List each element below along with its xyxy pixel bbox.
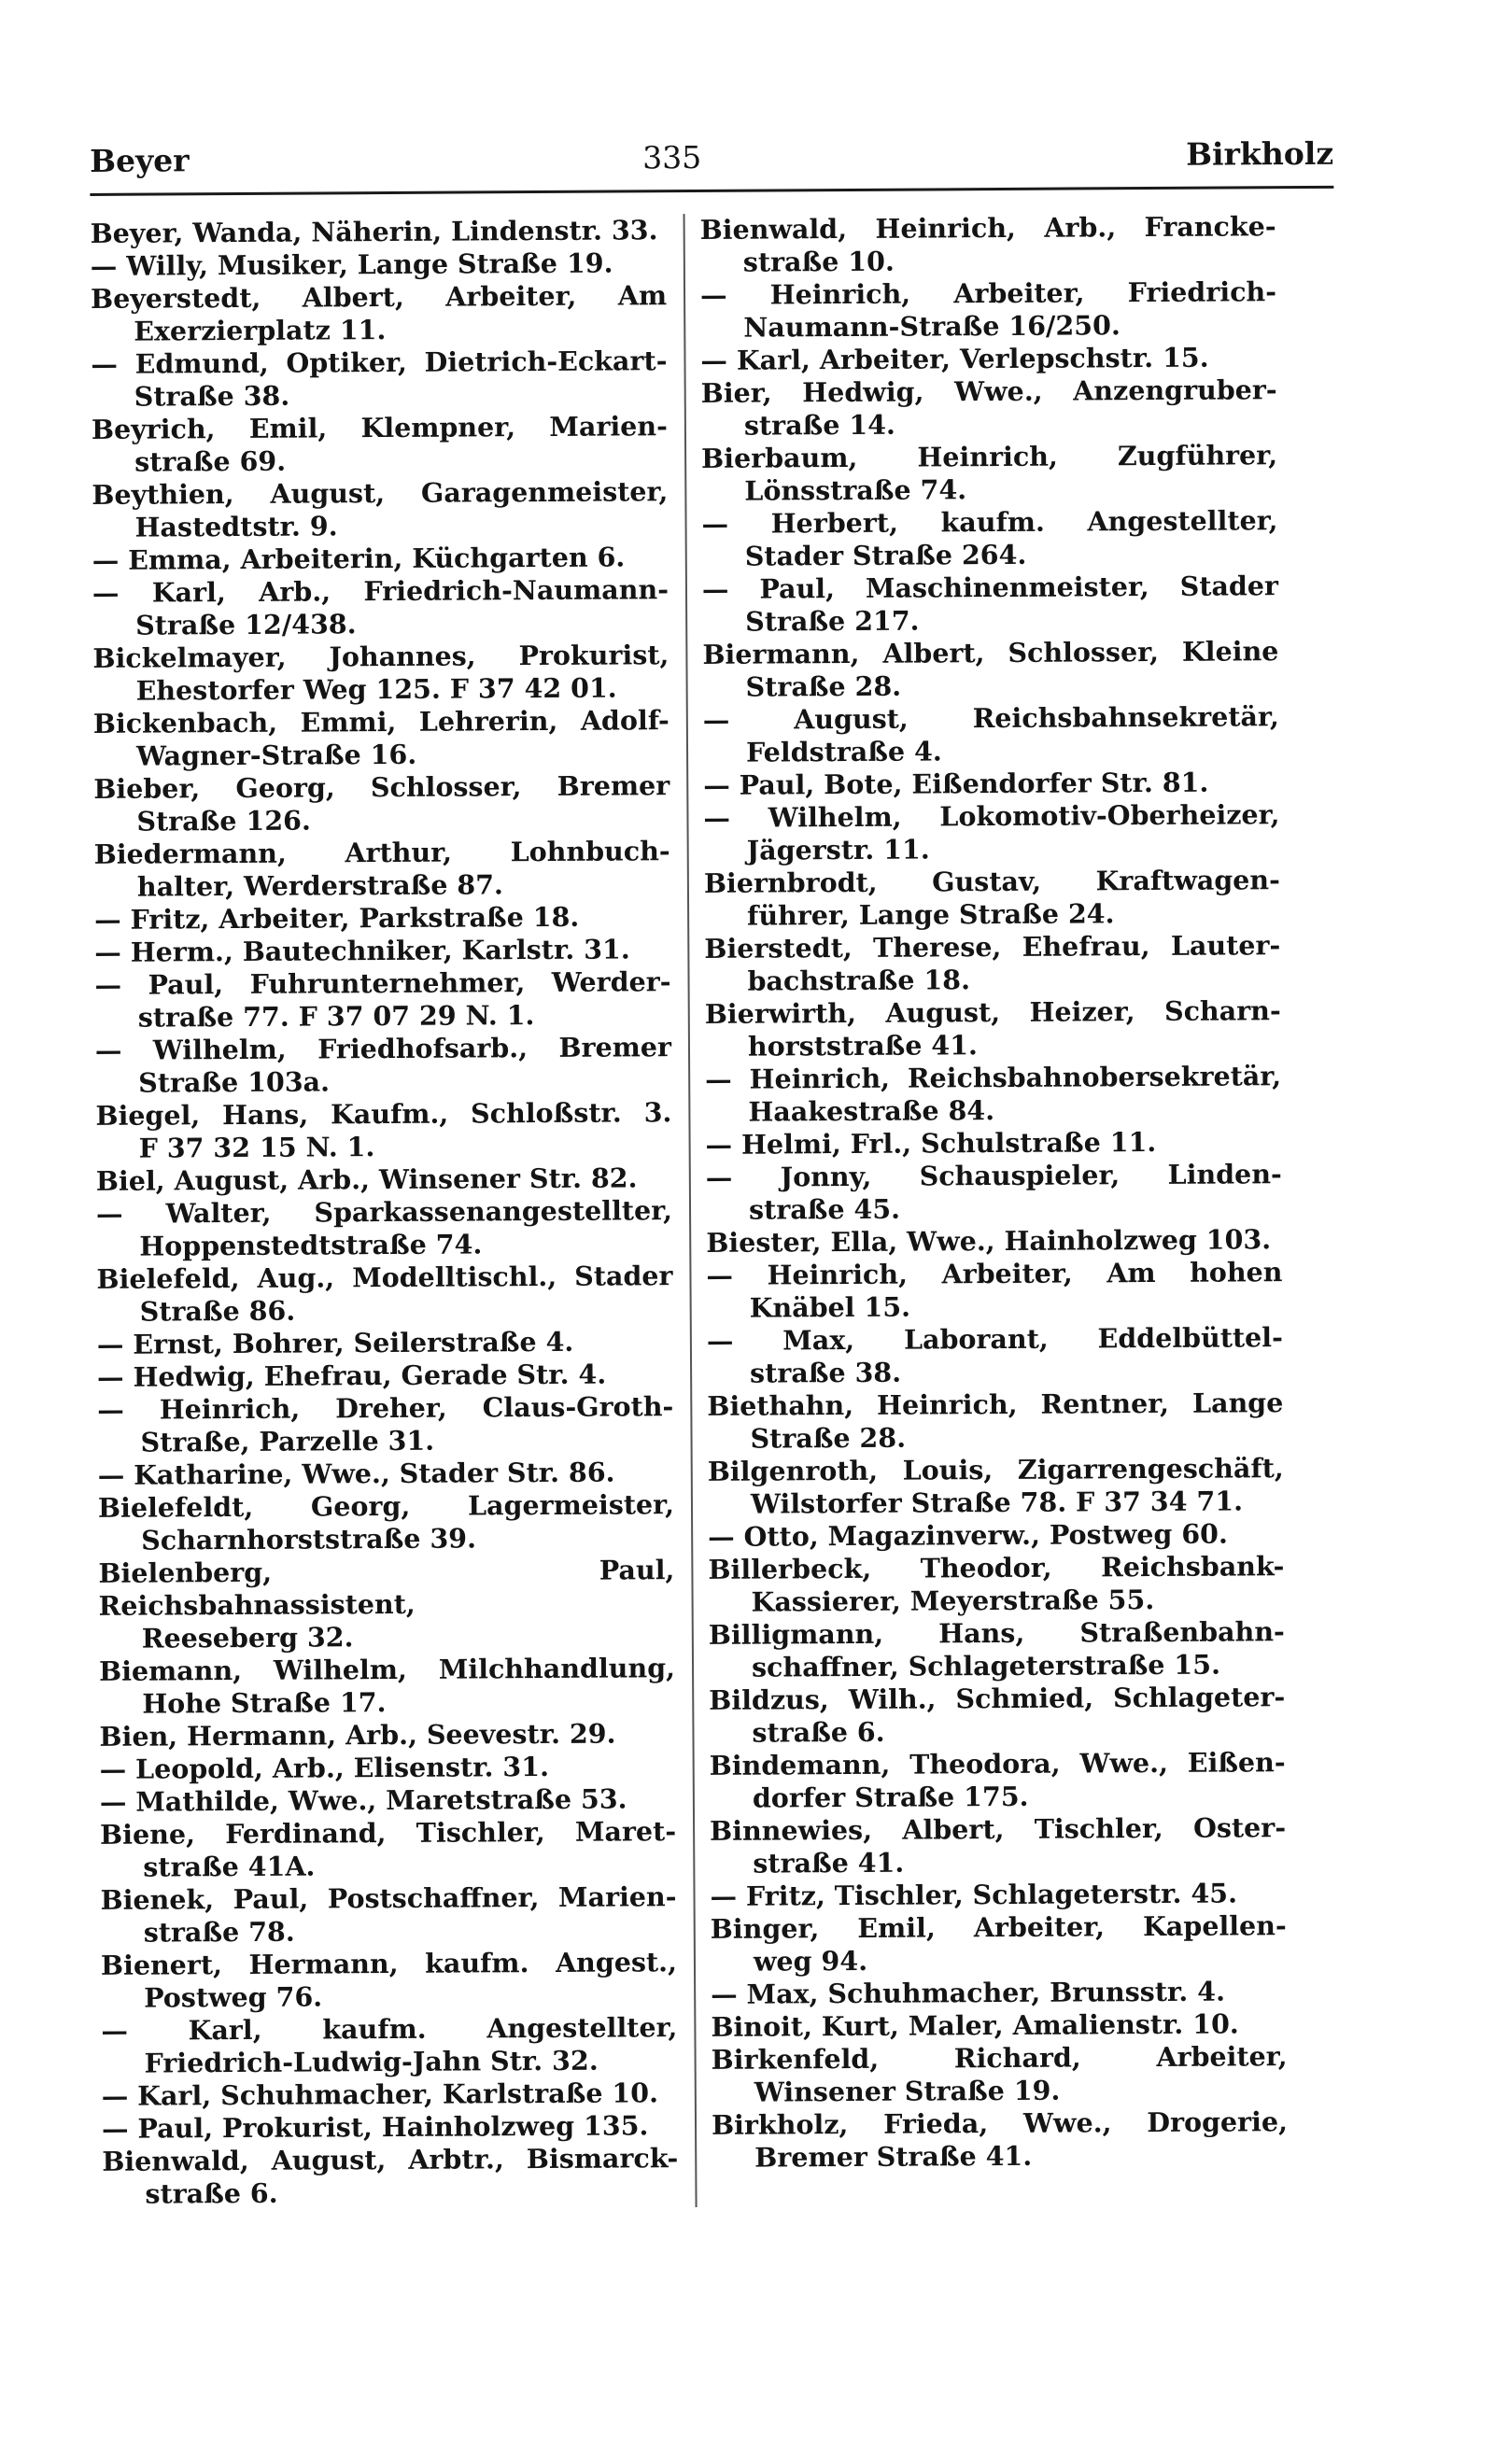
directory-entry: [92, 475, 668, 544]
directory-entry: [95, 1031, 671, 1100]
entry-continuation-line: dorfer Straße 175.: [752, 1780, 1029, 1814]
entry-line: Bickenbach, Emmi, Lehrerin, Adolf-: [92, 704, 669, 739]
directory-entry: [711, 2007, 1287, 2044]
entry-continuation-line: schaffner, Schlageterstraße 15.: [751, 1648, 1221, 1683]
entry-line: — Heinrich, Arbeiter, Friedrich-: [699, 275, 1277, 311]
directory-entry: [703, 766, 1279, 802]
directory-entry: [704, 929, 1280, 998]
directory-entry: [102, 2077, 678, 2113]
entry-line: — Heinrich, Reichsbahnobersekretär,: [705, 1060, 1282, 1095]
entry-continuation-line: Straße 103a.: [138, 1065, 331, 1099]
entry-continuation-line: straße 38.: [750, 1356, 902, 1389]
page-number: 335: [642, 138, 702, 176]
entry-continuation-line: Straße 28.: [750, 1421, 907, 1455]
entry-continuation-line: Postweg 76.: [144, 1980, 323, 2014]
directory-entry: [96, 1162, 672, 1198]
directory-entry: [94, 900, 670, 936]
entry-line: — Katharine, Wwe., Stader Str. 86.: [97, 1456, 615, 1491]
entry-continuation-line: Reeseberg 32.: [141, 1621, 354, 1654]
entry-line: Bien, Hermann, Arb., Seevestr. 29.: [99, 1717, 616, 1753]
entry-continuation-line: bachstraße 18.: [747, 964, 971, 997]
entry-continuation-line: Wilstorfer Straße 78. F 37 34 71.: [750, 1485, 1244, 1520]
directory-entry: [92, 541, 669, 577]
entry-line: — Hedwig, Ehefrau, Gerade Str. 4.: [97, 1358, 607, 1393]
entry-continuation-line: Straße, Parzelle 31.: [140, 1424, 435, 1458]
directory-entry: [706, 1256, 1282, 1325]
directory-entry: [100, 1750, 676, 1786]
directory-entry: [92, 639, 669, 708]
directory-entry: [94, 933, 670, 969]
entry-continuation-line: F 37 32 15 N. 1.: [138, 1131, 375, 1164]
entry-line: Bienwald, August, Arbtr., Bismarck-: [102, 2142, 679, 2177]
entry-line: — Max, Schuhmacher, Brunsstr. 4.: [711, 1975, 1226, 2010]
entry-continuation-line: Knäbel 15.: [749, 1290, 911, 1324]
entry-continuation-line: Straße 12/438.: [135, 608, 357, 641]
entry-continuation-line: straße 77. F 37 07 29 N. 1.: [137, 999, 535, 1034]
directory-entry: [704, 864, 1280, 933]
entry-line: Biethahn, Heinrich, Rentner, Lange: [707, 1387, 1284, 1422]
directory-entry: [96, 1260, 672, 1329]
left-column: [91, 214, 696, 2211]
entry-line: Biel, August, Arb., Winsener Str. 82.: [95, 1162, 638, 1197]
entry-line: Bienek, Paul, Postschaffner, Marien-: [100, 1880, 677, 1916]
directory-entry: [95, 1096, 671, 1165]
directory-entry: [710, 1811, 1286, 1880]
directory-entry: [700, 275, 1276, 345]
directory-entry: [93, 704, 669, 773]
page-header: [82, 128, 1334, 191]
directory-entry: [708, 1452, 1284, 1521]
entry-line: Beyerstedt, Albert, Arbeiter, Am: [90, 279, 668, 315]
entry-line: Bilgenroth, Louis, Zigarrengeschäft,: [707, 1452, 1284, 1487]
entry-continuation-line: straße 6.: [752, 1715, 885, 1749]
entry-continuation-line: Straße 28.: [745, 669, 902, 703]
directory-entry: [100, 1815, 676, 1884]
directory-entry: [706, 1223, 1282, 1260]
entry-continuation-line: Feldstraße 4.: [745, 735, 942, 768]
entry-continuation-line: Straße 217.: [745, 604, 920, 638]
entry-line: — Willy, Musiker, Lange Straße 19.: [90, 246, 613, 282]
entry-line: — Emma, Arbeiterin, Küchgarten 6.: [92, 541, 626, 576]
directory-entry: [98, 1488, 674, 1557]
entry-line: Bierbaum, Heinrich, Zugführer,: [701, 439, 1278, 474]
entry-line: Binnewies, Albert, Tischler, Oster-: [710, 1811, 1287, 1847]
entry-line: — Heinrich, Dreher, Claus-Groth-: [97, 1390, 674, 1426]
directory-entry: [91, 214, 667, 250]
entry-line: — Jonny, Schauspieler, Linden-: [705, 1158, 1282, 1193]
entry-continuation-line: Exerzierplatz 11.: [134, 314, 387, 347]
directory-entry: [711, 1909, 1287, 1978]
directory-entry: [98, 1554, 675, 1655]
entry-continuation-line: Haakestraße 84.: [748, 1094, 995, 1128]
directory-entry: [700, 341, 1276, 377]
entry-line: — Wilhelm, Friedhofsarb., Bremer: [94, 1031, 672, 1066]
columns: [91, 210, 1346, 2211]
entry-line: — Otto, Magazinverw., Postweg 60.: [708, 1517, 1228, 1553]
entry-line: Beyrich, Emil, Klempner, Marien-: [91, 410, 669, 445]
entry-continuation-line: straße 10.: [742, 245, 895, 278]
entry-line: — Karl, kaufm. Angestellter,: [101, 2011, 678, 2047]
directory-entry: [708, 1517, 1284, 1554]
entry-continuation-line: Winsener Straße 19.: [754, 2074, 1061, 2108]
entry-line: Biester, Ella, Wwe., Hainholzweg 103.: [706, 1223, 1272, 1259]
entry-continuation-line: straße 6.: [145, 2176, 278, 2210]
directory-entry: [94, 965, 670, 1035]
entry-line: Bienert, Hermann, kaufm. Angest.,: [100, 1946, 678, 1981]
directory-entry: [707, 1387, 1283, 1456]
entry-continuation-line: Bremer Straße 41.: [754, 2139, 1033, 2174]
entry-continuation-line: Friedrich-Ludwig-Jahn Str. 32.: [144, 2044, 599, 2079]
entry-continuation-line: straße 41.: [753, 1846, 905, 1880]
entry-line: — August, Reichsbahnsekretär,: [702, 700, 1279, 736]
entry-continuation-line: halter, Werderstraße 87.: [136, 868, 504, 903]
directory-entry: [709, 1615, 1285, 1684]
entry-line: — Karl, Arb., Friedrich-Naumann-: [92, 573, 669, 609]
directory-entry: [102, 2142, 678, 2211]
entry-line: — Herm., Bautechniker, Karlstr. 31.: [94, 933, 630, 968]
directory-entry: [96, 1194, 672, 1263]
directory-entry: [700, 210, 1276, 279]
directory-entry: [708, 1550, 1284, 1619]
entry-line: Bierstedt, Therese, Ehefrau, Lauter-: [704, 929, 1281, 964]
directory-entry: [94, 835, 670, 904]
entry-line: Beythien, August, Garagenmeister,: [92, 475, 669, 511]
entry-line: Biernbrodt, Gustav, Kraftwagen-: [703, 864, 1280, 899]
directory-entry: [101, 2011, 677, 2080]
entry-line: Biemann, Wilhelm, Milchhandlung,: [98, 1652, 676, 1687]
directory-entry: [100, 1782, 676, 1819]
entry-continuation-line: straße 14.: [743, 408, 895, 442]
directory-entry: [97, 1390, 673, 1459]
entry-continuation-line: Jägerstr. 11.: [746, 833, 930, 866]
directory-entry: [702, 570, 1278, 639]
entry-continuation-line: weg 94.: [753, 1944, 868, 1978]
entry-line: — Wilhelm, Lokomotiv-Oberheizer,: [703, 798, 1280, 834]
directory-entry: [705, 1060, 1281, 1129]
entry-line: Bierwirth, August, Heizer, Scharn-: [704, 994, 1281, 1030]
entry-line: Birkenfeld, Richard, Arbeiter,: [711, 2040, 1288, 2076]
entry-line: — Herbert, kaufm. Angestellter,: [701, 504, 1278, 540]
entry-line: Bieber, Georg, Schlosser, Bremer: [93, 769, 670, 805]
entry-continuation-line: straße 45.: [748, 1192, 901, 1226]
directory-entry: [701, 504, 1277, 573]
entry-continuation-line: straße 69.: [134, 444, 287, 478]
entry-line: Billigmann, Hans, Straßenbahn-: [708, 1615, 1285, 1651]
right-column: [684, 210, 1289, 2207]
entry-continuation-line: Straße 126.: [136, 804, 311, 838]
entry-line: Biene, Ferdinand, Tischler, Maret-: [100, 1815, 677, 1851]
entry-line: Bildzus, Wilh., Schmied, Schlageter-: [709, 1681, 1286, 1716]
directory-entry: [91, 246, 667, 283]
directory-entry: [709, 1681, 1285, 1750]
directory-entry: [710, 1746, 1286, 1815]
entry-line: — Paul, Bote, Eißendorfer Str. 81.: [703, 766, 1209, 801]
entry-line: — Paul, Prokurist, Hainholzweg 135.: [101, 2109, 649, 2145]
directory-entry: [702, 635, 1278, 704]
entry-line: — Leopold, Arb., Elisenstr. 31.: [99, 1750, 550, 1785]
entry-line: Bielenberg, Paul, Reichsbahnassistent,: [98, 1554, 675, 1622]
directory-entry: [91, 345, 667, 414]
directory-entry: [97, 1358, 673, 1394]
directory-entry: [97, 1325, 673, 1361]
entry-line: — Heinrich, Arbeiter, Am hohen: [706, 1256, 1283, 1291]
entry-line: — Ernst, Bohrer, Seilerstraße 4.: [96, 1325, 574, 1360]
entry-line: Birkholz, Frieda, Wwe., Drogerie,: [711, 2105, 1289, 2141]
directory-entry: [91, 279, 667, 348]
directory-entry: [92, 410, 668, 479]
entry-line: — Edmund, Optiker, Dietrich-Eckart-: [91, 345, 668, 380]
directory-entry: [705, 994, 1281, 1063]
entry-continuation-line: Hoppenstedtstraße 74.: [139, 1228, 483, 1262]
entry-line: — Fritz, Arbeiter, Parkstraße 18.: [94, 900, 580, 936]
entry-line: — Walter, Sparkassenangestellter,: [95, 1194, 673, 1230]
directory-entry: [706, 1158, 1282, 1227]
entry-line: Bielefeldt, Georg, Lagermeister,: [97, 1488, 675, 1524]
entry-continuation-line: Straße 38.: [134, 379, 290, 413]
entry-continuation-line: straße 78.: [143, 1915, 295, 1949]
entry-line: — Karl, Arbeiter, Verlepschstr. 15.: [700, 341, 1209, 376]
entry-line: — Fritz, Tischler, Schlageterstr. 45.: [710, 1877, 1238, 1912]
entry-line: Biermann, Albert, Schlosser, Kleine: [702, 635, 1279, 670]
directory-entry: [101, 1946, 677, 2015]
directory-entry: [711, 2040, 1287, 2109]
entry-continuation-line: Hohe Straße 17.: [142, 1686, 387, 1720]
entry-continuation-line: Stader Straße 264.: [744, 538, 1027, 572]
entry-line: Biegel, Hans, Kaufm., Schloßstr. 3.: [95, 1096, 672, 1132]
directory-entry: [703, 798, 1279, 867]
directory-entry: [701, 439, 1277, 508]
entry-continuation-line: horststraße 41.: [747, 1029, 979, 1063]
entry-line: Bielefeld, Aug., Modelltischl., Stader: [96, 1260, 673, 1295]
directory-entry: [712, 2105, 1288, 2175]
entry-continuation-line: Straße 86.: [139, 1294, 296, 1328]
entry-line: Bienwald, Heinrich, Arb., Francke-: [699, 210, 1276, 246]
entry-line: Bickelmayer, Johannes, Prokurist,: [92, 639, 669, 674]
entry-continuation-line: Scharnhorststraße 39.: [141, 1522, 477, 1556]
entry-continuation-line: Hastedtstr. 9.: [134, 510, 338, 543]
directory-page: [82, 128, 1334, 2404]
directory-entry: [99, 1652, 675, 1721]
directory-entry: [711, 1975, 1287, 2011]
directory-entry: [102, 2109, 678, 2146]
directory-entry: [93, 769, 669, 838]
directory-entry: [706, 1125, 1282, 1162]
header-last-entry: Birkholz: [1186, 134, 1334, 173]
entry-continuation-line: Ehestorfer Weg 125. F 37 42 01.: [135, 671, 617, 707]
entry-line: Binger, Emil, Arbeiter, Kapellen-: [710, 1909, 1287, 1945]
entry-line: — Helmi, Frl., Schulstraße 11.: [705, 1125, 1157, 1161]
entry-line: Binoit, Kurt, Maler, Amalienstr. 10.: [711, 2007, 1239, 2043]
entry-line: — Paul, Maschinenmeister, Stader: [701, 570, 1279, 605]
entry-line: — Paul, Fuhrunternehmer, Werder-: [94, 965, 671, 1001]
entry-line: Bindemann, Theodora, Wwe., Eißen-: [709, 1746, 1286, 1781]
directory-entry: [92, 573, 669, 642]
entry-line: — Karl, Schuhmacher, Karlstraße 10.: [101, 2077, 659, 2112]
entry-line: Beyer, Wanda, Näherin, Lindenstr. 33.: [90, 214, 658, 249]
entry-continuation-line: Wagner-Straße 16.: [135, 738, 417, 772]
directory-entry: [98, 1456, 674, 1492]
entry-continuation-line: führer, Lange Straße 24.: [747, 897, 1115, 932]
entry-line: Billerbeck, Theodor, Reichsbank-: [708, 1550, 1285, 1585]
directory-entry: [701, 373, 1277, 443]
entry-line: Biedermann, Arthur, Lohnbuch-: [93, 835, 670, 870]
directory-entry: [703, 700, 1279, 769]
directory-entry: [707, 1321, 1283, 1390]
entry-line: Bier, Hedwig, Wwe., Anzengruber-: [700, 373, 1277, 409]
entry-continuation-line: straße 41A.: [143, 1850, 316, 1883]
header-first-entry: Beyer: [90, 142, 190, 179]
entry-continuation-line: Kassierer, Meyerstraße 55.: [751, 1584, 1155, 1618]
entry-line: — Max, Laborant, Eddelbüttel-: [706, 1321, 1283, 1357]
directory-entry: [710, 1877, 1286, 1913]
entry-line: — Mathilde, Wwe., Maretstraße 53.: [99, 1782, 627, 1818]
entry-continuation-line: Lönsstraße 74.: [744, 473, 967, 507]
directory-entry: [100, 1880, 676, 1950]
entry-continuation-line: Naumann-Straße 16/250.: [743, 309, 1120, 344]
directory-entry: [99, 1717, 675, 1753]
